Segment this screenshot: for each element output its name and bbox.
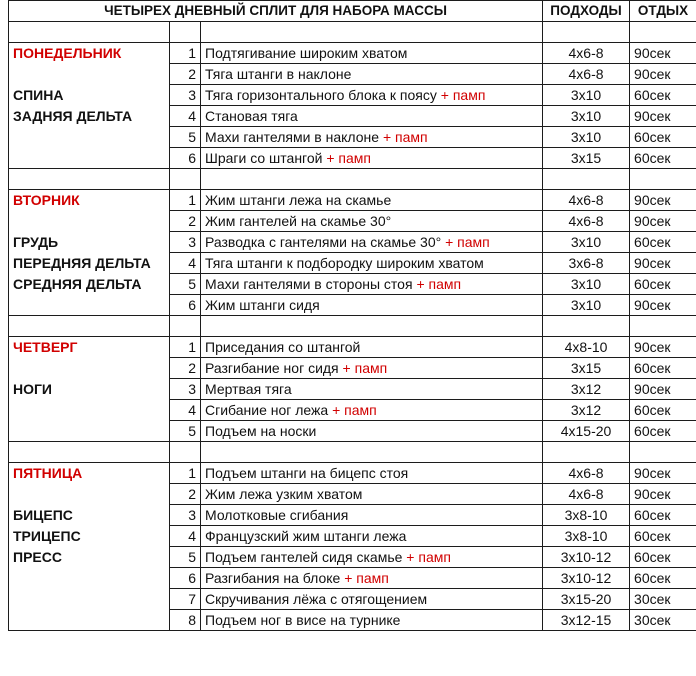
spacer-cell [201, 22, 543, 43]
muscle-group-label: НОГИ [9, 379, 170, 400]
spacer-cell [630, 316, 696, 337]
exercise-name-cell [201, 337, 543, 358]
muscle-group-label [9, 64, 170, 85]
rest-time: 90сек [630, 463, 696, 484]
exercise-name-cell [201, 463, 543, 484]
workout-sheet [8, 0, 696, 631]
exercise-row [9, 400, 696, 421]
sets-reps: 3x10-12 [543, 547, 630, 568]
sets-reps: 4x6-8 [543, 211, 630, 232]
pump-note: + памп [440, 87, 486, 103]
day-name: ЧЕТВЕРГ [9, 337, 170, 358]
muscle-group-label [9, 568, 170, 589]
exercise-name: Французский жим штанги лежа [205, 528, 407, 544]
exercise-number: 6 [170, 568, 201, 589]
day-name: ПЯТНИЦА [9, 463, 170, 484]
exercise-name: Жим штанги лежа на скамье [205, 192, 392, 208]
exercise-row [9, 274, 696, 295]
rest-time: 60сек [630, 505, 696, 526]
pump-note: + памп [445, 234, 490, 250]
spacer-cell [9, 442, 170, 463]
exercise-row [9, 463, 696, 484]
rest-time: 60сек [630, 85, 696, 106]
exercise-name: Махи гантелями в стороны стоя [205, 276, 413, 292]
exercise-name-cell [201, 484, 543, 505]
spacer-row [9, 22, 696, 43]
exercise-number: 1 [170, 43, 201, 64]
exercise-name: Тяга штанги в наклоне [205, 66, 352, 82]
sets-reps: 3x10 [543, 85, 630, 106]
exercise-row [9, 589, 696, 610]
muscle-group-label: СПИНА [9, 85, 170, 106]
muscle-group-label [9, 127, 170, 148]
exercise-number: 6 [170, 148, 201, 169]
exercise-name: Мертвая тяга [205, 381, 292, 397]
rest-time: 60сек [630, 421, 696, 442]
exercise-name: Шраги со штангой [205, 150, 323, 166]
pump-note: + памп [406, 549, 451, 565]
rest-time: 60сек [630, 127, 696, 148]
exercise-name: Разгибание ног сидя [205, 360, 339, 376]
spacer-cell [201, 316, 543, 337]
exercise-number: 3 [170, 232, 201, 253]
exercise-row [9, 232, 696, 253]
spacer-cell [543, 169, 630, 190]
sets-reps: 3x10 [543, 232, 630, 253]
rest-time: 90сек [630, 253, 696, 274]
spacer-cell [170, 316, 201, 337]
spacer-cell [630, 442, 696, 463]
exercise-number: 1 [170, 463, 201, 484]
exercise-name-cell [201, 253, 543, 274]
sets-reps: 3x12 [543, 379, 630, 400]
muscle-group-label [9, 610, 170, 631]
rest-time: 90сек [630, 190, 696, 211]
pump-note: + памп [326, 150, 371, 166]
exercise-name: Сгибание ног лежа [205, 402, 329, 418]
muscle-group-label [9, 148, 170, 169]
rest-time: 30сек [630, 589, 696, 610]
rest-time: 60сек [630, 400, 696, 421]
exercise-row [9, 43, 696, 64]
exercise-number: 3 [170, 505, 201, 526]
exercise-name-cell [201, 43, 543, 64]
exercise-name: Молотковые сгибания [205, 507, 349, 523]
exercise-name: Скручивания лёжа с отягощением [205, 591, 428, 607]
exercise-name-cell [201, 589, 543, 610]
exercise-number: 1 [170, 190, 201, 211]
exercise-row [9, 127, 696, 148]
pump-note: + памп [332, 402, 377, 418]
exercise-name: Жим гантелей на скамье 30° [205, 213, 392, 229]
muscle-group-label [9, 484, 170, 505]
sets-column-header: ПОДХОДЫ [543, 1, 630, 22]
rest-time: 90сек [630, 106, 696, 127]
exercise-name: Жим штанги сидя [205, 297, 320, 313]
spacer-cell [9, 316, 170, 337]
exercise-number: 4 [170, 253, 201, 274]
exercise-name: Тяга горизонтального блока к поясу [205, 87, 437, 103]
rest-time: 60сек [630, 232, 696, 253]
exercise-number: 5 [170, 547, 201, 568]
sets-reps: 3x15 [543, 358, 630, 379]
rest-time: 60сек [630, 526, 696, 547]
exercise-name: Махи гантелями в наклоне [205, 129, 380, 145]
muscle-group-label [9, 421, 170, 442]
sets-reps: 4x6-8 [543, 190, 630, 211]
muscle-group-label [9, 400, 170, 421]
exercise-row [9, 64, 696, 85]
sets-reps: 3x10 [543, 274, 630, 295]
spacer-cell [170, 22, 201, 43]
exercise-row [9, 106, 696, 127]
exercise-name-cell [201, 421, 543, 442]
sets-reps: 3x8-10 [543, 526, 630, 547]
muscle-group-label: ПЕРЕДНЯЯ ДЕЛЬТА [9, 253, 170, 274]
exercise-name-cell [201, 127, 543, 148]
exercise-name-cell [201, 64, 543, 85]
exercise-name-cell [201, 232, 543, 253]
muscle-group-label [9, 589, 170, 610]
day-name: ПОНЕДЕЛЬНИК [9, 43, 170, 64]
exercise-row [9, 148, 696, 169]
muscle-group-label: ТРИЦЕПС [9, 526, 170, 547]
spacer-cell [543, 316, 630, 337]
exercise-row [9, 526, 696, 547]
exercise-row [9, 547, 696, 568]
rest-column-header: ОТДЫХ [630, 1, 696, 22]
exercise-row [9, 505, 696, 526]
exercise-name: Подъем штанги на бицепс стоя [205, 465, 409, 481]
exercise-number: 1 [170, 337, 201, 358]
exercise-name-cell [201, 568, 543, 589]
spacer-row [9, 442, 696, 463]
spacer-cell [201, 169, 543, 190]
exercise-name-cell [201, 190, 543, 211]
rest-time: 90сек [630, 43, 696, 64]
sets-reps: 3x10 [543, 106, 630, 127]
exercise-row [9, 610, 696, 631]
exercise-name-cell [201, 358, 543, 379]
spacer-cell [630, 22, 696, 43]
exercise-row [9, 568, 696, 589]
exercise-name: Становая тяга [205, 108, 298, 124]
exercise-number: 2 [170, 358, 201, 379]
spacer-cell [201, 442, 543, 463]
exercise-name: Разводка с гантелями на скамье 30° [205, 234, 442, 250]
exercise-number: 3 [170, 379, 201, 400]
exercise-name: Приседания со штангой [205, 339, 361, 355]
exercise-number: 5 [170, 274, 201, 295]
exercise-row [9, 358, 696, 379]
sets-reps: 3x12-15 [543, 610, 630, 631]
spacer-cell [170, 169, 201, 190]
sets-reps: 4x6-8 [543, 43, 630, 64]
exercise-row [9, 211, 696, 232]
exercise-number: 3 [170, 85, 201, 106]
rest-time: 90сек [630, 379, 696, 400]
exercise-number: 5 [170, 127, 201, 148]
exercise-number: 4 [170, 526, 201, 547]
exercise-name-cell [201, 505, 543, 526]
pump-note: + памп [416, 276, 462, 292]
rest-time: 60сек [630, 148, 696, 169]
sheet-title: ЧЕТЫРЕХ ДНЕВНЫЙ СПЛИТ ДЛЯ НАБОРА МАССЫ [9, 1, 543, 22]
exercise-row [9, 85, 696, 106]
muscle-group-label: СРЕДНЯЯ ДЕЛЬТА [9, 274, 170, 295]
sets-reps: 4x8-10 [543, 337, 630, 358]
muscle-group-label: БИЦЕПС [9, 505, 170, 526]
exercise-name-cell [201, 148, 543, 169]
spacer-cell [543, 22, 630, 43]
sets-reps: 4x6-8 [543, 463, 630, 484]
exercise-row [9, 421, 696, 442]
spacer-cell [9, 169, 170, 190]
pump-note: + памп [382, 129, 428, 145]
exercise-number: 2 [170, 211, 201, 232]
rest-time: 60сек [630, 274, 696, 295]
sets-reps: 3x8-10 [543, 505, 630, 526]
sets-reps: 3x6-8 [543, 253, 630, 274]
sets-reps: 3x15-20 [543, 589, 630, 610]
exercise-row [9, 190, 696, 211]
exercise-number: 2 [170, 64, 201, 85]
header-row [9, 1, 696, 22]
exercise-number: 8 [170, 610, 201, 631]
muscle-group-label: ПРЕСС [9, 547, 170, 568]
spacer-row [9, 316, 696, 337]
day-name: ВТОРНИК [9, 190, 170, 211]
spacer-cell [543, 442, 630, 463]
sets-reps: 4x15-20 [543, 421, 630, 442]
exercise-row [9, 379, 696, 400]
rest-time: 90сек [630, 484, 696, 505]
exercise-name-cell [201, 400, 543, 421]
exercise-number: 7 [170, 589, 201, 610]
sets-reps: 3x10 [543, 127, 630, 148]
exercise-name: Подъем гантелей сидя скамье [205, 549, 403, 565]
rest-time: 30сек [630, 610, 696, 631]
sets-reps: 3x10 [543, 295, 630, 316]
rest-time: 60сек [630, 568, 696, 589]
exercise-name-cell [201, 547, 543, 568]
sets-reps: 3x15 [543, 148, 630, 169]
spacer-row [9, 169, 696, 190]
sets-reps: 3x10-12 [543, 568, 630, 589]
muscle-group-label [9, 358, 170, 379]
exercise-name: Подтягивание широким хватом [205, 45, 408, 61]
pump-note: + памп [344, 570, 389, 586]
exercise-row [9, 337, 696, 358]
exercise-name-cell [201, 106, 543, 127]
muscle-group-label: ГРУДЬ [9, 232, 170, 253]
exercise-name-cell [201, 379, 543, 400]
exercise-name: Жим лежа узким хватом [205, 486, 363, 502]
exercise-name-cell [201, 526, 543, 547]
exercise-name: Подъем на носки [205, 423, 317, 439]
muscle-group-label [9, 211, 170, 232]
exercise-name-cell [201, 211, 543, 232]
exercise-name-cell [201, 610, 543, 631]
exercise-number: 2 [170, 484, 201, 505]
spacer-cell [630, 169, 696, 190]
exercise-number: 5 [170, 421, 201, 442]
muscle-group-label: ЗАДНЯЯ ДЕЛЬТА [9, 106, 170, 127]
rest-time: 90сек [630, 211, 696, 232]
spacer-cell [170, 442, 201, 463]
exercise-name-cell [201, 85, 543, 106]
sets-reps: 4x6-8 [543, 484, 630, 505]
workout-table [8, 0, 696, 631]
exercise-number: 6 [170, 295, 201, 316]
rest-time: 60сек [630, 547, 696, 568]
exercise-row [9, 295, 696, 316]
exercise-name: Подъем ног в висе на турнике [205, 612, 401, 628]
exercise-name-cell [201, 274, 543, 295]
muscle-group-label [9, 295, 170, 316]
spacer-cell [9, 22, 170, 43]
exercise-name: Тяга штанги к подбородку широким хватом [205, 255, 484, 271]
sets-reps: 3x12 [543, 400, 630, 421]
exercise-number: 4 [170, 106, 201, 127]
exercise-row [9, 253, 696, 274]
exercise-row [9, 484, 696, 505]
rest-time: 90сек [630, 337, 696, 358]
exercise-number: 4 [170, 400, 201, 421]
exercise-name: Разгибания на блоке [205, 570, 341, 586]
pump-note: + памп [342, 360, 388, 376]
rest-time: 60сек [630, 358, 696, 379]
sets-reps: 4x6-8 [543, 64, 630, 85]
exercise-name-cell [201, 295, 543, 316]
rest-time: 90сек [630, 295, 696, 316]
rest-time: 90сек [630, 64, 696, 85]
